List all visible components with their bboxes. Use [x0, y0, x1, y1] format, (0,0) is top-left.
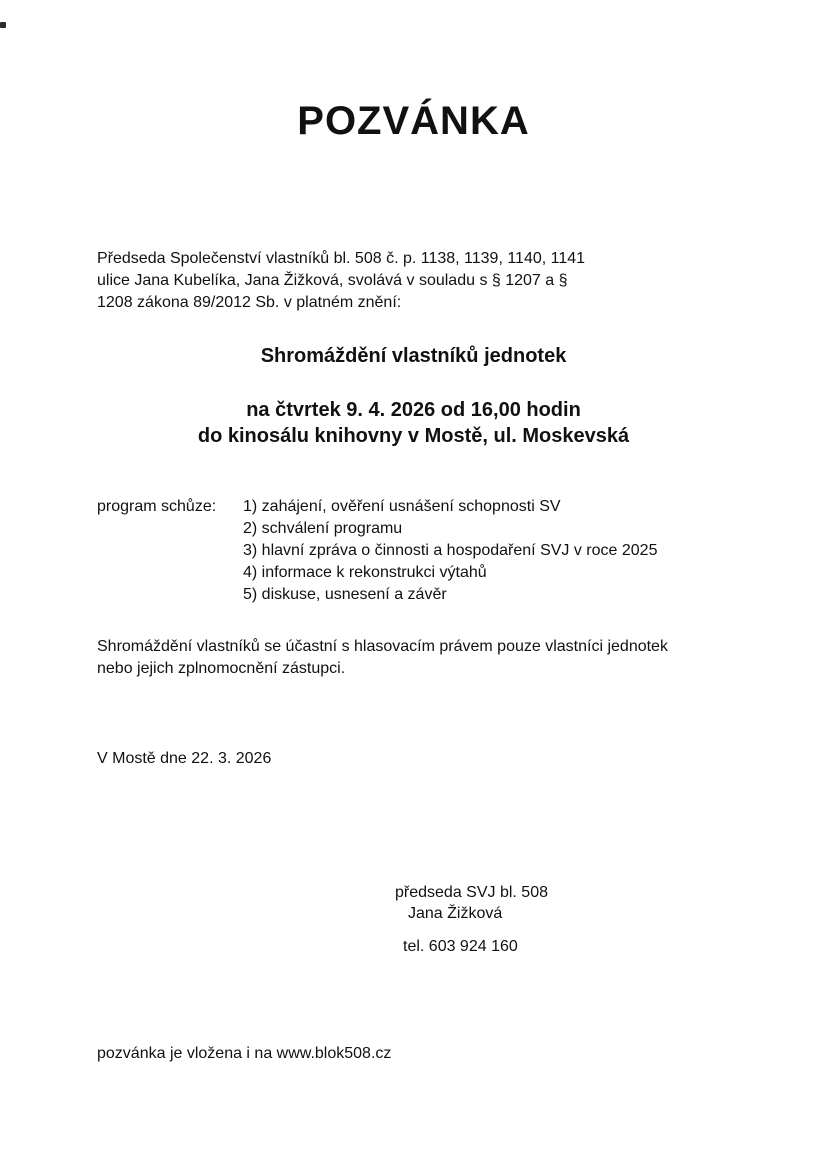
scan-artifact-mark [0, 22, 6, 28]
footer-note: pozvánka je vložena i na www.blok508.cz [97, 1045, 392, 1062]
intro-line: 1208 zákona 89/2012 Sb. v platném znění: [97, 294, 402, 311]
meeting-heading: Shromáždění vlastníků jednotek [260, 345, 567, 367]
program-label: program schůze: [97, 498, 217, 515]
signature-name: Jana Žižková [408, 905, 503, 922]
program-item: 1) zahájení, ověření usnášení schopnosti SV [243, 498, 561, 515]
participation-paragraph [97, 636, 668, 680]
intro-line: ulice Jana Kubelíka, Jana Žižková, svolává v souladu s § 1207 a § [97, 272, 568, 289]
program-item: 2) schválení programu [243, 520, 403, 537]
program-item: 5) diskuse, usnesení a závěr [243, 586, 447, 603]
program-item: 4) informace k rekonstrukci výtahů [243, 564, 487, 581]
program-item: 3) hlavní zpráva o činnosti a hospodaření SVJ v roce 2025 [243, 542, 658, 559]
document-title: POZVÁNKA [297, 99, 530, 143]
meeting-when-where [0, 397, 827, 449]
intro-line: Předseda Společenství vlastníků bl. 508 č. p. 1138, 1139, 1140, 1141 [97, 250, 586, 267]
place-date-line: V Mostě dne 22. 3. 2026 [97, 750, 272, 767]
signature-phone: tel. 603 924 160 [403, 938, 518, 955]
participation-line: Shromáždění vlastníků se účastní s hlasovacím právem pouze vlastníci jednotek [97, 638, 668, 655]
meeting-venue: do kinosálu knihovny v Mostě, ul. Moskevská [197, 425, 630, 447]
participation-line: nebo jejich zplnomocnění zástupci. [97, 660, 346, 677]
program-list [243, 496, 657, 606]
signature-role: předseda SVJ bl. 508 [395, 884, 548, 901]
meeting-datetime: na čtvrtek 9. 4. 2026 od 16,00 hodin [246, 399, 581, 421]
intro-paragraph [97, 248, 585, 314]
